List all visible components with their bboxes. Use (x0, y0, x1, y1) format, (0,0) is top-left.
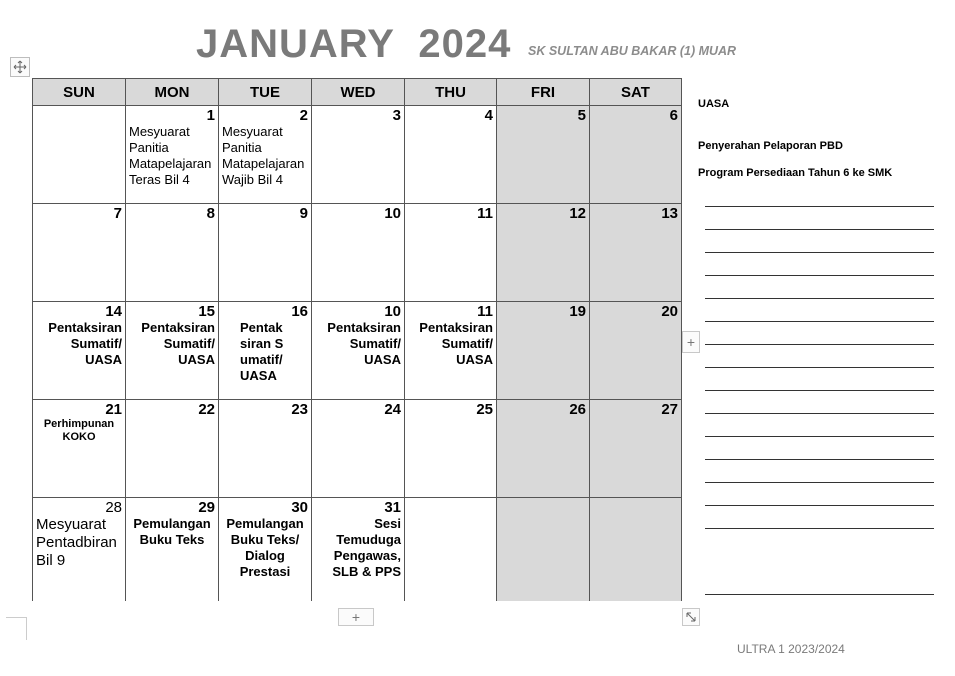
weekend-cell[interactable] (497, 400, 590, 498)
weekend-cell[interactable] (590, 204, 682, 302)
day-number: 31 (384, 499, 401, 516)
day-number: 23 (291, 401, 308, 418)
note-line (705, 367, 934, 368)
day-cell[interactable] (219, 302, 312, 400)
day-number: 29 (198, 499, 215, 516)
day-cell[interactable] (126, 204, 219, 302)
note-line (705, 413, 934, 414)
day-event: Mesyuarat Pentadbiran Bil 9 (36, 516, 117, 569)
day-number: 21 (105, 401, 122, 418)
day-number: 8 (206, 205, 215, 222)
day-cell[interactable] (405, 498, 497, 601)
day-cell[interactable] (33, 498, 126, 601)
day-number: 24 (384, 401, 401, 418)
page-corner-mark (6, 617, 27, 640)
day-number: 5 (577, 107, 586, 124)
footer-text: ULTRA 1 2023/2024 (737, 642, 845, 656)
day-number: 26 (569, 401, 586, 418)
day-cell[interactable] (219, 498, 312, 601)
day-event: Pentaksiran Sumatif/ UASA (48, 320, 122, 367)
calendar-title: JANUARY 2024 (196, 22, 512, 66)
day-number: 3 (392, 107, 401, 124)
day-event: Perhimpunan KOKO (43, 418, 115, 443)
calendar-table (32, 78, 682, 601)
table-move-handle[interactable] (10, 57, 30, 77)
day-number: 25 (476, 401, 493, 418)
day-number: 20 (661, 303, 678, 320)
weekday-fri: FRI (497, 79, 590, 106)
weekday-wed: WED (312, 79, 405, 106)
day-number: 4 (484, 107, 493, 124)
note-line (705, 229, 934, 230)
day-event: Sesi Temuduga Pengawas, SLB & PPS (332, 516, 401, 579)
day-event: Pentaksiran Sumatif/ UASA (141, 320, 215, 367)
day-cell[interactable] (312, 498, 405, 601)
day-number: 15 (198, 303, 215, 320)
resize-icon (683, 609, 699, 625)
day-number: 11 (477, 205, 493, 222)
day-number: 10 (384, 303, 401, 320)
note-line (705, 321, 934, 322)
day-cell[interactable] (405, 106, 497, 204)
week-row (33, 204, 682, 302)
day-number: 28 (105, 499, 122, 516)
weekday-thu: THU (405, 79, 497, 106)
day-cell[interactable] (33, 204, 126, 302)
day-number: 6 (669, 107, 678, 124)
note-line (705, 206, 934, 207)
day-event: Pentaksiran Sumatif/ UASA (419, 320, 493, 367)
note-pbd: Penyerahan Pelaporan PBD (698, 140, 843, 152)
week-row (33, 400, 682, 498)
note-line (705, 298, 934, 299)
weekday-sun: SUN (33, 79, 126, 106)
day-event: Mesyuarat Panitia Matapelajaran Wajib Bil 4 (222, 124, 305, 187)
table-resize-handle[interactable] (682, 608, 700, 626)
week-row (33, 302, 682, 400)
day-event: Pemulangan Buku Teks (133, 516, 211, 547)
day-number: 14 (105, 303, 122, 320)
note-line (705, 528, 934, 529)
note-line (705, 436, 934, 437)
weekend-cell[interactable] (497, 498, 590, 601)
day-cell[interactable] (126, 106, 219, 204)
day-cell[interactable] (219, 106, 312, 204)
weekend-cell[interactable] (497, 204, 590, 302)
day-cell[interactable] (312, 400, 405, 498)
day-event: Pentaksiran Sumatif/ UASA (240, 320, 284, 383)
day-number: 27 (661, 401, 678, 418)
day-cell[interactable] (405, 204, 497, 302)
day-number: 9 (299, 205, 308, 222)
note-line (705, 594, 934, 595)
note-line (705, 482, 934, 483)
day-number: 16 (291, 303, 308, 320)
day-number: 19 (569, 303, 586, 320)
weekend-cell[interactable] (497, 106, 590, 204)
note-line (705, 344, 934, 345)
day-event: Pentaksiran Sumatif/ UASA (327, 320, 401, 367)
weekday-header-row (33, 79, 682, 106)
day-cell[interactable] (126, 400, 219, 498)
note-uasa: UASA (698, 98, 730, 110)
weekend-cell[interactable] (590, 302, 682, 400)
day-number: 30 (291, 499, 308, 516)
day-cell[interactable] (405, 400, 497, 498)
day-event: Mesyuarat Panitia Matapelajaran Teras Bil 4 (129, 124, 212, 187)
note-line (705, 390, 934, 391)
day-cell[interactable] (312, 106, 405, 204)
day-cell[interactable] (33, 106, 126, 204)
weekend-cell[interactable] (497, 302, 590, 400)
day-cell[interactable] (312, 302, 405, 400)
weekend-cell[interactable] (590, 400, 682, 498)
day-event: Pemulangan Buku Teks/ Dialog Prestasi (226, 516, 304, 579)
day-cell[interactable] (312, 204, 405, 302)
week-row (33, 106, 682, 204)
day-number: 2 (299, 107, 308, 124)
day-number: 1 (206, 107, 215, 124)
day-number: 10 (384, 205, 401, 222)
day-cell[interactable] (405, 302, 497, 400)
note-line (705, 505, 934, 506)
day-cell[interactable] (33, 302, 126, 400)
weekend-cell[interactable] (590, 498, 682, 601)
day-cell[interactable] (219, 400, 312, 498)
school-name: SK SULTAN ABU BAKAR (1) MUAR (528, 44, 737, 58)
note-line (705, 459, 934, 460)
note-line (705, 275, 934, 276)
note-program: Program Persediaan Tahun 6 ke SMK (698, 167, 893, 179)
day-cell[interactable] (126, 302, 219, 400)
note-line (705, 252, 934, 253)
day-cell[interactable] (33, 400, 126, 498)
weekday-tue: TUE (219, 79, 312, 106)
day-number: 13 (661, 205, 678, 222)
day-cell[interactable] (126, 498, 219, 601)
day-cell[interactable] (219, 204, 312, 302)
day-number: 12 (569, 205, 586, 222)
add-column-button[interactable]: + (338, 608, 374, 626)
add-row-button[interactable]: + (682, 331, 700, 353)
weekday-sat: SAT (590, 79, 682, 106)
move-icon (13, 60, 27, 74)
week-row (33, 498, 682, 601)
weekend-cell[interactable] (590, 106, 682, 204)
day-number: 7 (113, 205, 122, 222)
day-number: 22 (198, 401, 215, 418)
day-number: 11 (477, 303, 493, 320)
weekday-mon: MON (126, 79, 219, 106)
